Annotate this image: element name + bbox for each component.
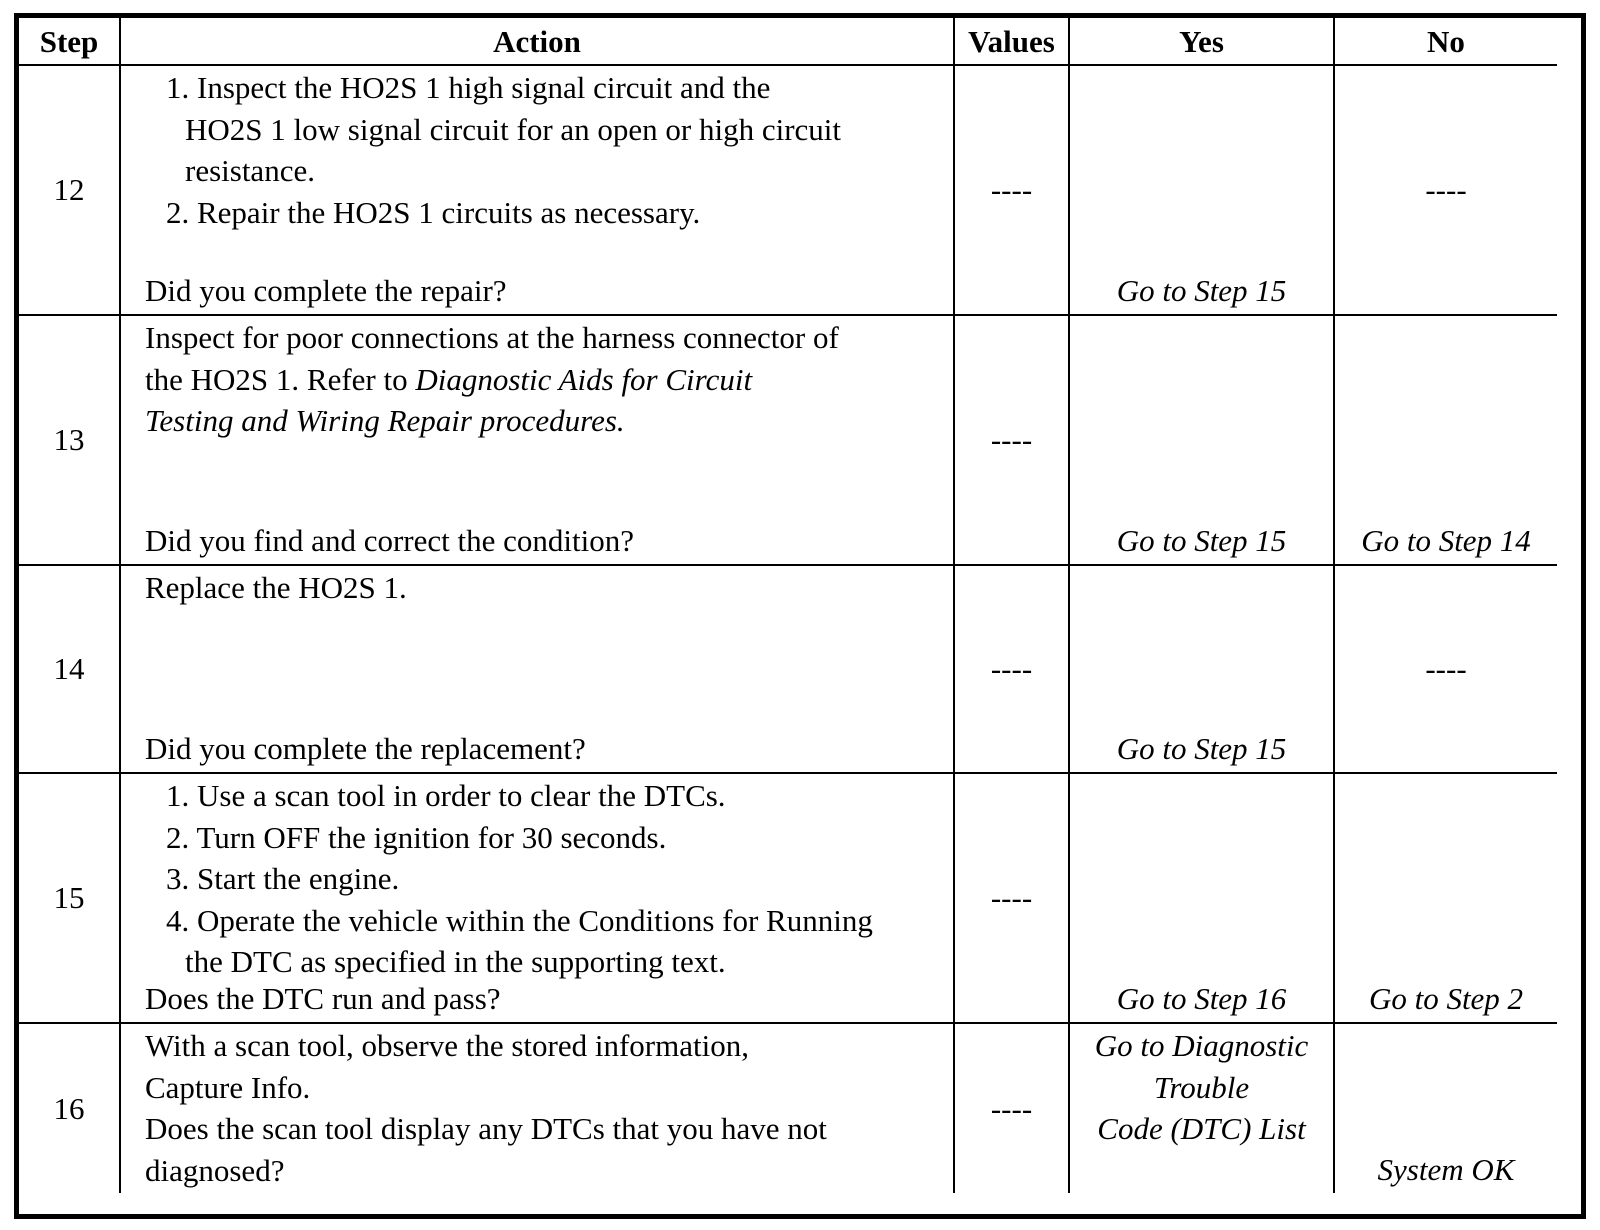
header-action: Action [121,18,955,66]
action-line: Does the scan tool display any DTCs that you have not [145,1111,827,1146]
action-line: 4. Operate the vehicle within the Conditions for Running [166,902,873,938]
action-line: 2. Turn OFF the ignition for 30 seconds. [166,819,667,855]
no-goto-link: Go to Step 2 [1368,980,1524,1016]
header-values: Values [955,18,1070,66]
action-cell [121,566,955,774]
values-cell: ---- [955,66,1070,316]
action-cell [121,774,955,1024]
values-cell: ---- [955,1024,1070,1193]
action-line: the DTC as specified in the supporting text. [185,944,726,979]
action-cell [121,66,955,316]
no-cell: ---- [1335,566,1557,774]
action-line: 3. Start the engine. [166,861,400,896]
action-line: With a scan tool, observe the stored information, [145,1028,749,1063]
action-line: 1. Use a scan tool in order to clear the DTCs. [166,778,726,813]
values-cell: ---- [955,316,1070,566]
action-line: Inspect for poor connections at the harness connector of [145,320,839,355]
yes-goto-line: Code (DTC) List [1097,1111,1306,1146]
no-cell [1335,1024,1557,1193]
yes-goto-line: Trouble [1153,1069,1250,1105]
action-line: diagnosed? [145,1152,285,1188]
action-question: Does the DTC run and pass? [145,980,501,1016]
no-cell: ---- [1335,66,1557,316]
action-cell [121,316,955,566]
header-step: Step [19,18,121,66]
yes-goto-link [1070,1025,1333,1150]
yes-goto-link: Go to Step 15 [1116,730,1287,766]
no-cell [1335,316,1557,566]
yes-cell [1070,774,1335,1024]
header-no: No [1335,18,1557,66]
action-line: 2. Repair the HO2S 1 circuits as necessary. [166,194,701,230]
action-question: Did you complete the repair? [145,272,507,308]
action-text: the HO2S 1. Refer to [145,361,416,397]
action-question: Did you complete the replacement? [145,730,586,766]
yes-goto-link: Go to Step 16 [1116,980,1287,1016]
action-line: Replace the HO2S 1. [145,570,407,605]
no-cell [1335,774,1557,1024]
yes-cell [1070,316,1335,566]
yes-goto-line: Go to Diagnostic [1094,1028,1309,1063]
reference-italic: Diagnostic Aids for Circuit [415,361,753,397]
action-question: Did you find and correct the condition? [145,522,634,558]
action-cell [121,1024,955,1193]
yes-goto-link: Go to Step 15 [1116,522,1287,558]
step-number: 16 [19,1024,121,1193]
values-cell: ---- [955,774,1070,1024]
step-number: 15 [19,774,121,1024]
no-goto-link: Go to Step 14 [1361,522,1531,558]
reference-italic: Testing and Wiring Repair procedures. [145,403,625,438]
yes-cell [1070,1024,1335,1193]
step-number: 12 [19,66,121,316]
action-line: HO2S 1 low signal circuit for an open or high circuit [185,111,842,147]
yes-cell [1070,566,1335,774]
step-number: 13 [19,316,121,566]
values-cell: ---- [955,566,1070,774]
no-result-text: System OK [1377,1151,1515,1187]
action-line: resistance. [185,153,315,188]
action-line: Capture Info. [145,1069,311,1105]
action-line: 1. Inspect the HO2S 1 high signal circuit and the [166,70,771,105]
step-number: 14 [19,566,121,774]
diagnostic-table [14,13,1586,1219]
header-yes: Yes [1070,18,1335,66]
yes-cell [1070,66,1335,316]
action-line [145,359,943,401]
yes-goto-link: Go to Step 15 [1116,272,1287,308]
